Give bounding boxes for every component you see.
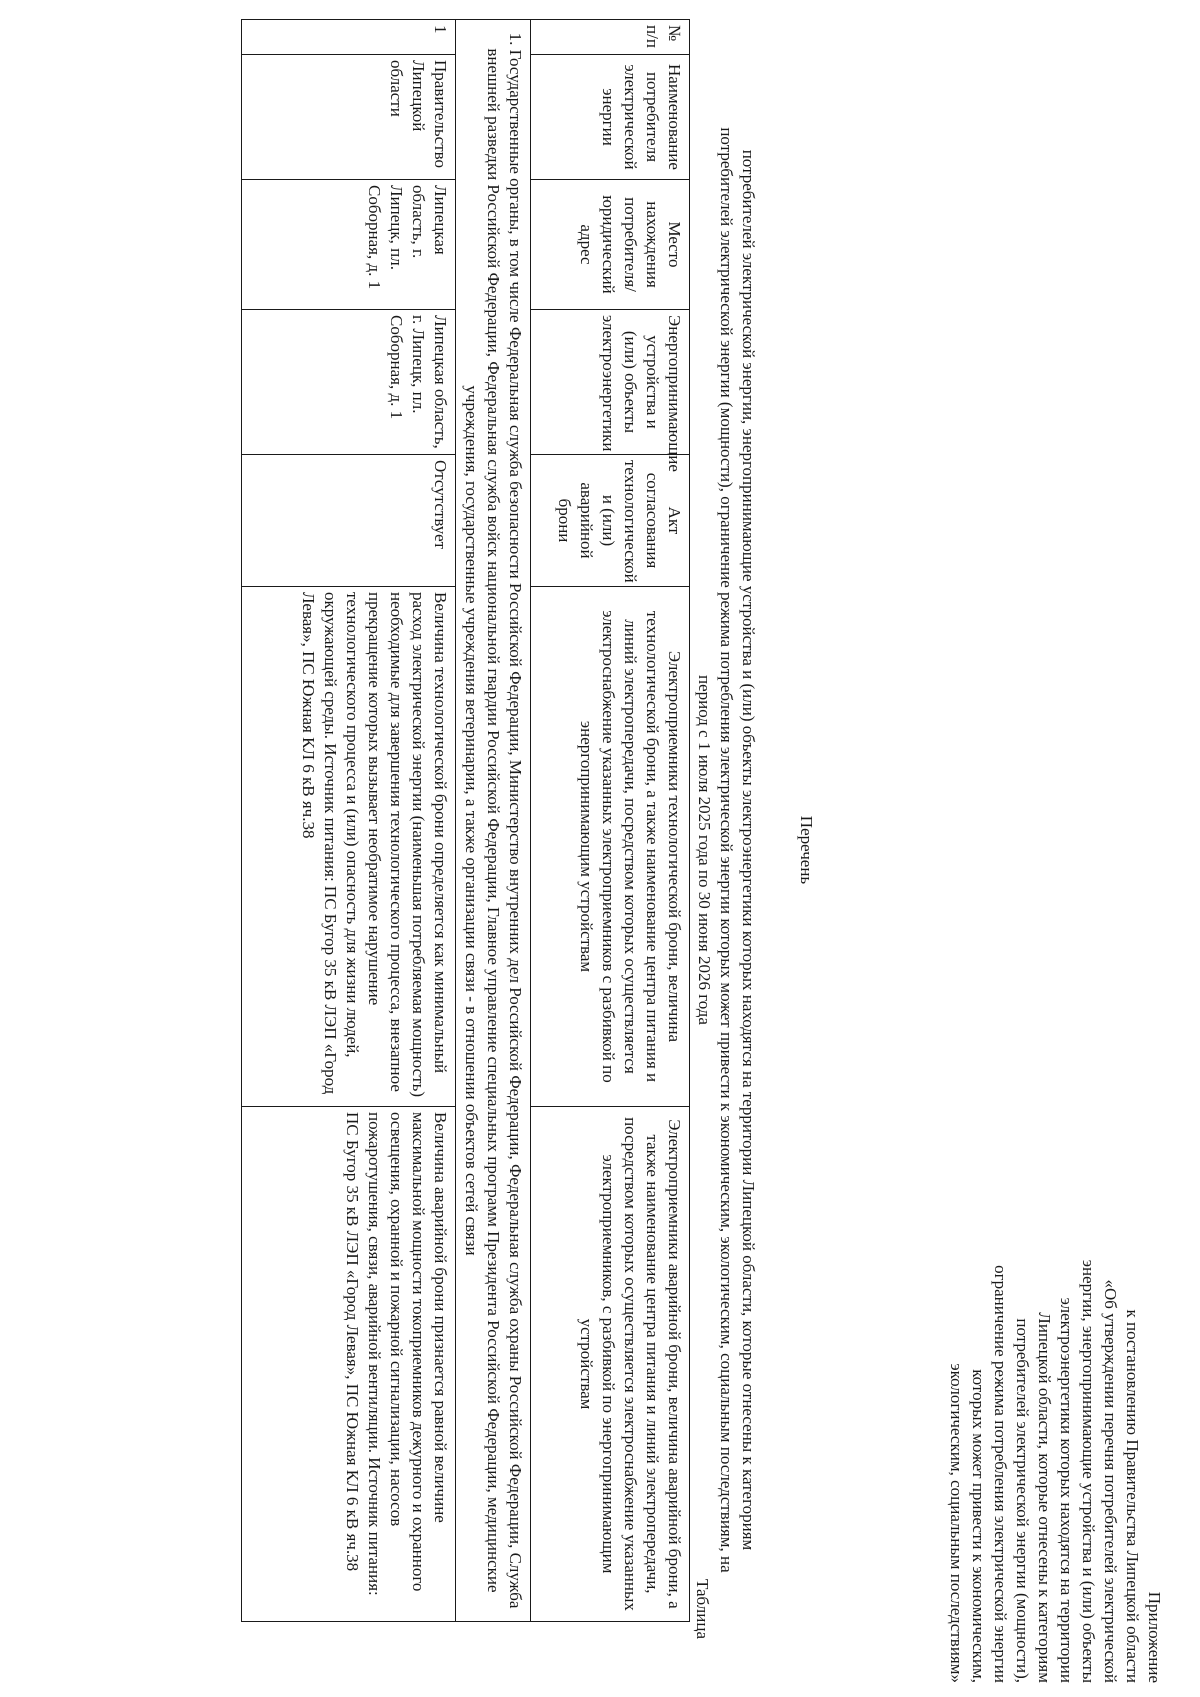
appendix-line: экологическим, социальным последствиям»: [947, 1363, 966, 1683]
document-title-block: [693, 120, 817, 1580]
header-cell-consumer-name: Наименование потребителя электрической энергии: [531, 55, 690, 180]
appendix-line: электроэнергетики которых находятся на территории: [1057, 1297, 1076, 1683]
appendix-line: Приложение: [1145, 1591, 1164, 1683]
table-label: Таблица: [693, 1579, 712, 1639]
consumers-table: [241, 19, 690, 1622]
table-header-row: [531, 20, 690, 1622]
document-subtitle-line: потребителей электрической энергии (мощности), ограничение режима потребления электрической энергии которых может привести к экономическим, экологическим, социальным последствиям, на: [717, 127, 736, 1573]
appendix-line: ограничение режима потребления электрической энергии: [991, 1265, 1010, 1683]
cell-address: Липецкая область, г. Липецк, пл. Соборная, д. 1: [242, 180, 456, 310]
section-cell: [456, 20, 531, 1622]
appendix-line: потребителей электрической энергии (мощности),: [1013, 1318, 1032, 1683]
document-heading: Перечень: [797, 815, 816, 885]
appendix-line: которых может привести к экономическим,: [969, 1369, 988, 1683]
header-cell-address: Место нахождения потребителя/ юридический адрес: [531, 180, 690, 310]
document-subtitle-line: потребителей электрической энергии, энергопринимающие устройства и (или) объекты электроэнергетики которых находятся на территории Липецкой области, которые отнесены к категориям: [739, 149, 758, 1551]
header-cell-emergency-reserve: Электроприемники аварийной брони, величина аварийной брони, а также наименование центра питания и линий электропередачи, посредством которых осуществляется электроснабжение указанных электроприемников, с разбивкой по энергопринимающим устройствам: [531, 1107, 690, 1622]
appendix-line: энергии, энергопринимающие устройства и (или) объекты: [1079, 1259, 1098, 1683]
cell-consumer-name: Правительство Липецкой области: [242, 55, 456, 180]
header-cell-devices: Энергопринимающие устройства и (или) объекты электроэнергетики: [531, 310, 690, 455]
header-cell-technological-reserve: Электроприемники технологической брони, величина технологической брони, а также наименование центра питания и линий электропередачи, посредством которых осуществляется электроснабжение указанных электроприемников с разбивкой по энергопринимающим устройствам: [531, 587, 690, 1107]
appendix-line: к постановлению Правительства Липецкой области: [1123, 1309, 1142, 1683]
header-cell-number: № п/п: [531, 20, 690, 55]
cell-number: 1: [242, 20, 456, 55]
header-cell-approval-act: Акт согласования технологической и (или) аварийной брони: [531, 455, 690, 587]
cell-technological-reserve: Величина технологической брони определяется как минимальный расход электрической энергии (наименьшая потребляемая мощность) необходимые для завершения технологического процесса, внезапное прекращение которых вызывает необратимое нарушение технологического процесса и (или) опасность для жизни людей, окружающей среды. Источник питания: ПС Бугор 35 кВ ЛЭП «Город Левая», ПС Южная КЛ 6 кВ яч.38: [242, 587, 456, 1107]
appendix-block: [945, 1213, 1165, 1683]
appendix-line: Липецкой области, которые отнесены к категориям: [1035, 1312, 1054, 1683]
section-title: 1. Государственные органы, в том числе Федеральная служба безопасности Российской Федерации, Министерство внутренних дел Российской Федерации, Федеральная служба охраны Российской Федерации, Служба внешней разведки Российской Федерации, Федеральная служба войск национальной гвардии Российской Федерации, Главное управление специальных программ Президента Российской Федерации, медицинские учреждения, государственные учреждения ветеринарии, а также организации связи - в отношении объектов сетей связи: [462, 32, 525, 1609]
cell-approval-act: Отсутствует: [242, 455, 456, 587]
table-row: [242, 20, 456, 1622]
appendix-line: «Об утверждении перечня потребителей электрической: [1101, 1279, 1120, 1683]
table-section-row: [456, 20, 531, 1622]
cell-emergency-reserve: Величина аварийной брони признается равной величине максимальной мощности токоприемников дежурного и охранного освещения, охранной и пожарной сигнализации, насосов пожаротушения, связи, аварийной вентиляции. Источник питания: ПС Бугор 35 кВ ЛЭП «Город Левая», ПС Южная КЛ 6 кВ яч.38: [242, 1107, 456, 1622]
cell-devices: Липецкая область, г. Липецк, пл. Соборная, д. 1: [242, 310, 456, 455]
document-subtitle-line: период с 1 июля 2025 года по 30 июня 2026 года: [695, 675, 714, 1025]
